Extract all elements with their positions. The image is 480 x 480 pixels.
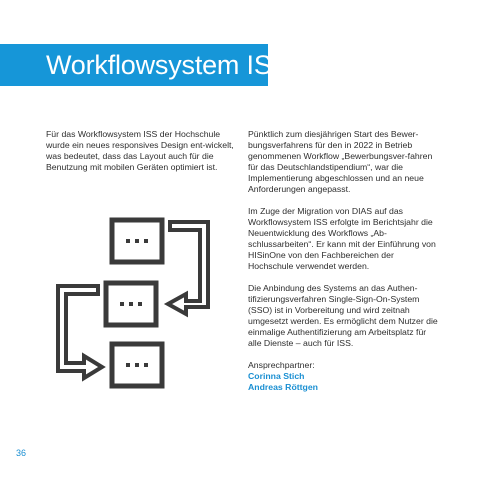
- contact-name-1: Corinna Stich: [248, 371, 305, 381]
- paragraph-abschlussarbeiten: Im Zuge der Migration von DIAS auf das Workflowsystem ISS erfolgte im Berichtsjahr die Neuentwicklung des Workflows „Ab-schlussarbeiten“. Er kann mit der Einführung von HISinOne von den Fachbereichen der Hochschule verwendet werden.: [248, 206, 436, 271]
- left-column: [46, 129, 236, 184]
- paragraph-deutschlandstipendium: Pünktlich zum diesjährigen Start des Bewer-bungsverfahrens für den in 2022 in Betrieb genommenen Workflow „Bewerbungsver-fahren für das Deutschlandstipendium“, war die Implementierung abgeschlossen und an neue Anforderungen angepasst.: [248, 129, 433, 194]
- page-title: Workflowsystem ISS: [46, 50, 290, 80]
- contact-label: Ansprechpartner:: [248, 360, 315, 370]
- workflow-boxes-arrows-icon: [40, 208, 240, 398]
- page-number: 36: [16, 448, 27, 458]
- box-dots: [120, 239, 148, 367]
- right-column: [248, 129, 440, 393]
- contact-name-2: Andreas Röttgen: [248, 382, 318, 392]
- intro-paragraph: Für das Workflowsystem ISS der Hochschule wurde ein neues responsives Design ent-wickelt, was bedeutet, dass das Layout auch für die Benutzung mit mobilen Geräten optimiert ist.: [46, 129, 234, 172]
- title-banner: [0, 44, 290, 86]
- workflow-arrow-right: [168, 222, 208, 314]
- workflow-arrow-left: [58, 286, 102, 378]
- paragraph-sso: Die Anbindung des Systems an das Authen-tifizierungsverfahren Single-Sign-On-System (SSO) ist in Vorbereitung und wird zeitnah umgesetzt werden. Es ermöglicht dem Nutzer die einmalige Authentifizierung am Arbeitsplatz für alle Dienste – auch für ISS.: [248, 283, 438, 348]
- contact-block: [248, 360, 440, 393]
